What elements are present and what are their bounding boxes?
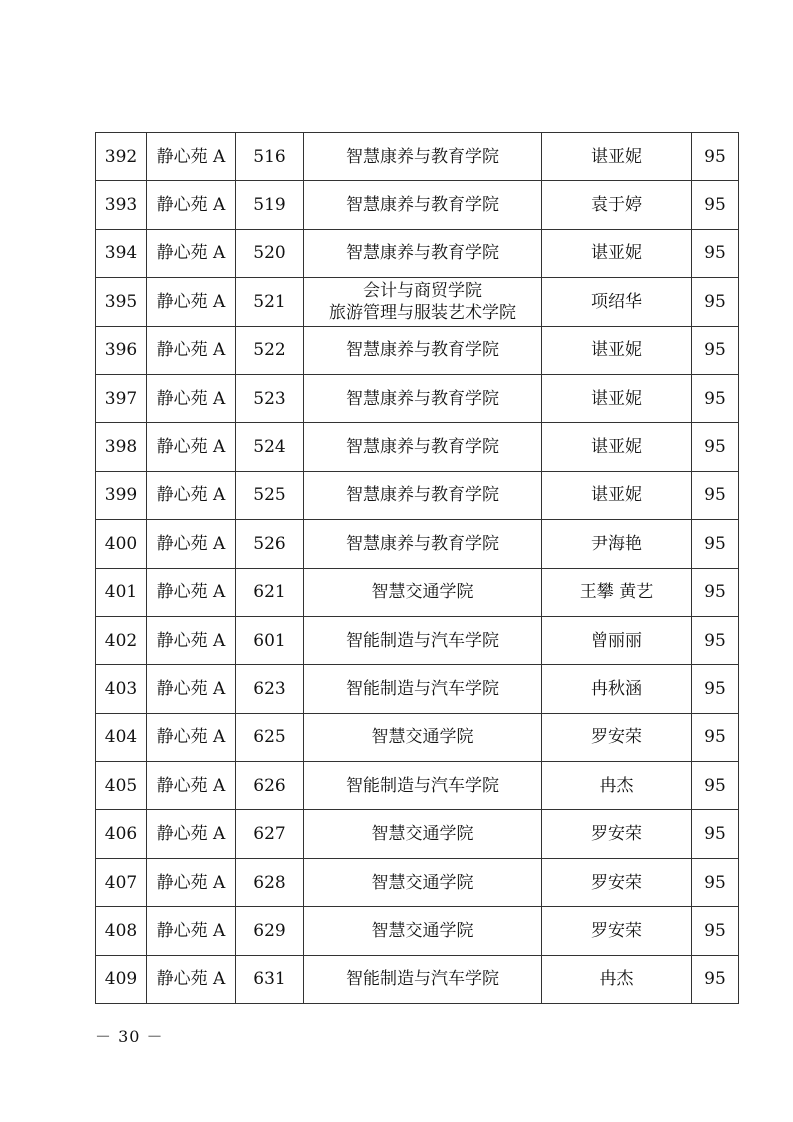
building-cell: 静心苑 A: [147, 133, 236, 181]
room-number-cell: 623: [236, 665, 304, 713]
score-cell: 95: [692, 616, 739, 664]
building-cell: 静心苑 A: [147, 616, 236, 664]
building-cell: 静心苑 A: [147, 955, 236, 1003]
table-row: [96, 762, 739, 810]
score-cell: 95: [692, 278, 739, 326]
table-row: [96, 907, 739, 955]
person-name-cell: 罗安荣: [542, 713, 692, 761]
score-cell: 95: [692, 520, 739, 568]
room-number-cell: 625: [236, 713, 304, 761]
college-cell: [304, 713, 542, 761]
score-cell: 95: [692, 810, 739, 858]
row-number-cell: 395: [96, 278, 147, 326]
building-cell: 静心苑 A: [147, 278, 236, 326]
room-number-cell: 521: [236, 278, 304, 326]
building-cell: 静心苑 A: [147, 423, 236, 471]
table-body: [96, 133, 739, 1004]
room-number-cell: 520: [236, 229, 304, 277]
building-cell: 静心苑 A: [147, 520, 236, 568]
score-cell: 95: [692, 133, 739, 181]
row-number-cell: 404: [96, 713, 147, 761]
room-number-cell: 522: [236, 326, 304, 374]
row-number-cell: 397: [96, 374, 147, 422]
table-row: [96, 665, 739, 713]
room-number-cell: 524: [236, 423, 304, 471]
person-name-cell: 谌亚妮: [542, 229, 692, 277]
college-name: 智慧康养与教育学院: [346, 485, 499, 506]
college-name: 会计与商贸学院: [363, 280, 482, 301]
score-cell: 95: [692, 423, 739, 471]
table-row: [96, 955, 739, 1003]
room-number-cell: 601: [236, 616, 304, 664]
score-cell: 95: [692, 471, 739, 519]
college-cell: [304, 762, 542, 810]
college-name: 旅游管理与服装艺术学院: [329, 302, 516, 323]
person-name-cell: 罗安荣: [542, 858, 692, 906]
score-cell: 95: [692, 229, 739, 277]
college-cell: [304, 907, 542, 955]
room-number-cell: 525: [236, 471, 304, 519]
person-name-cell: 谌亚妮: [542, 133, 692, 181]
college-name: 智能制造与汽车学院: [346, 969, 499, 990]
person-name-cell: 谌亚妮: [542, 471, 692, 519]
college-cell: [304, 568, 542, 616]
college-cell: [304, 374, 542, 422]
college-cell: [304, 665, 542, 713]
row-number-cell: 409: [96, 955, 147, 1003]
college-name: 智慧交通学院: [371, 727, 474, 748]
dormitory-score-table: [95, 132, 739, 1004]
room-number-cell: 526: [236, 520, 304, 568]
building-cell: 静心苑 A: [147, 907, 236, 955]
table-row: [96, 568, 739, 616]
person-name-cell: 冉杰: [542, 762, 692, 810]
person-name-cell: 罗安荣: [542, 810, 692, 858]
room-number-cell: 626: [236, 762, 304, 810]
table-row: [96, 133, 739, 181]
score-cell: 95: [692, 713, 739, 761]
table-row: [96, 713, 739, 761]
building-cell: 静心苑 A: [147, 810, 236, 858]
row-number-cell: 401: [96, 568, 147, 616]
row-number-cell: 396: [96, 326, 147, 374]
score-cell: 95: [692, 374, 739, 422]
table-row: [96, 278, 739, 326]
row-number-cell: 399: [96, 471, 147, 519]
college-cell: [304, 229, 542, 277]
room-number-cell: 629: [236, 907, 304, 955]
room-number-cell: 516: [236, 133, 304, 181]
person-name-cell: 尹海艳: [542, 520, 692, 568]
person-name-cell: 袁于婷: [542, 181, 692, 229]
college-name: 智慧交通学院: [371, 872, 474, 893]
college-cell: [304, 423, 542, 471]
table-row: [96, 229, 739, 277]
score-cell: 95: [692, 326, 739, 374]
room-number-cell: 628: [236, 858, 304, 906]
table-row: [96, 810, 739, 858]
room-number-cell: 621: [236, 568, 304, 616]
college-name: 智慧康养与教育学院: [346, 340, 499, 361]
building-cell: 静心苑 A: [147, 326, 236, 374]
row-number-cell: 400: [96, 520, 147, 568]
table-row: [96, 423, 739, 471]
person-name-cell: 项绍华: [542, 278, 692, 326]
building-cell: 静心苑 A: [147, 568, 236, 616]
person-name-cell: 谌亚妮: [542, 326, 692, 374]
row-number-cell: 393: [96, 181, 147, 229]
person-name-cell: 谌亚妮: [542, 374, 692, 422]
college-cell: [304, 471, 542, 519]
score-cell: 95: [692, 955, 739, 1003]
room-number-cell: 523: [236, 374, 304, 422]
score-cell: 95: [692, 181, 739, 229]
person-name-cell: 冉秋涵: [542, 665, 692, 713]
row-number-cell: 392: [96, 133, 147, 181]
score-cell: 95: [692, 858, 739, 906]
score-cell: 95: [692, 568, 739, 616]
person-name-cell: 谌亚妮: [542, 423, 692, 471]
building-cell: 静心苑 A: [147, 858, 236, 906]
building-cell: 静心苑 A: [147, 713, 236, 761]
college-cell: [304, 181, 542, 229]
building-cell: 静心苑 A: [147, 471, 236, 519]
page-number: － 30 －: [95, 1027, 164, 1046]
college-name: 智能制造与汽车学院: [346, 678, 499, 699]
room-number-cell: 631: [236, 955, 304, 1003]
college-name: 智慧康养与教育学院: [346, 243, 499, 264]
college-cell: [304, 858, 542, 906]
table-row: [96, 181, 739, 229]
college-cell: [304, 278, 542, 326]
row-number-cell: 403: [96, 665, 147, 713]
building-cell: 静心苑 A: [147, 665, 236, 713]
table-row: [96, 326, 739, 374]
college-name: 智慧康养与教育学院: [346, 195, 499, 216]
college-cell: [304, 810, 542, 858]
building-cell: 静心苑 A: [147, 181, 236, 229]
person-name-cell: 王攀 黄艺: [542, 568, 692, 616]
score-cell: 95: [692, 665, 739, 713]
room-number-cell: 627: [236, 810, 304, 858]
college-cell: [304, 133, 542, 181]
college-name: 智慧康养与教育学院: [346, 533, 499, 554]
row-number-cell: 408: [96, 907, 147, 955]
college-name: 智慧交通学院: [371, 824, 474, 845]
row-number-cell: 407: [96, 858, 147, 906]
table-row: [96, 520, 739, 568]
person-name-cell: 冉杰: [542, 955, 692, 1003]
college-name: 智慧康养与教育学院: [346, 437, 499, 458]
table-row: [96, 374, 739, 422]
college-name: 智慧康养与教育学院: [346, 388, 499, 409]
college-cell: [304, 955, 542, 1003]
college-cell: [304, 326, 542, 374]
score-cell: 95: [692, 762, 739, 810]
row-number-cell: 402: [96, 616, 147, 664]
row-number-cell: 394: [96, 229, 147, 277]
room-number-cell: 519: [236, 181, 304, 229]
row-number-cell: 405: [96, 762, 147, 810]
row-number-cell: 406: [96, 810, 147, 858]
building-cell: 静心苑 A: [147, 762, 236, 810]
college-cell: [304, 616, 542, 664]
score-cell: 95: [692, 907, 739, 955]
table-row: [96, 471, 739, 519]
college-name: 智能制造与汽车学院: [346, 630, 499, 651]
person-name-cell: 罗安荣: [542, 907, 692, 955]
person-name-cell: 曾丽丽: [542, 616, 692, 664]
college-name: 智慧交通学院: [371, 582, 474, 603]
college-name: 智慧康养与教育学院: [346, 146, 499, 167]
table-row: [96, 858, 739, 906]
row-number-cell: 398: [96, 423, 147, 471]
college-name: 智慧交通学院: [371, 920, 474, 941]
building-cell: 静心苑 A: [147, 374, 236, 422]
table-row: [96, 616, 739, 664]
building-cell: 静心苑 A: [147, 229, 236, 277]
college-name: 智能制造与汽车学院: [346, 775, 499, 796]
college-cell: [304, 520, 542, 568]
